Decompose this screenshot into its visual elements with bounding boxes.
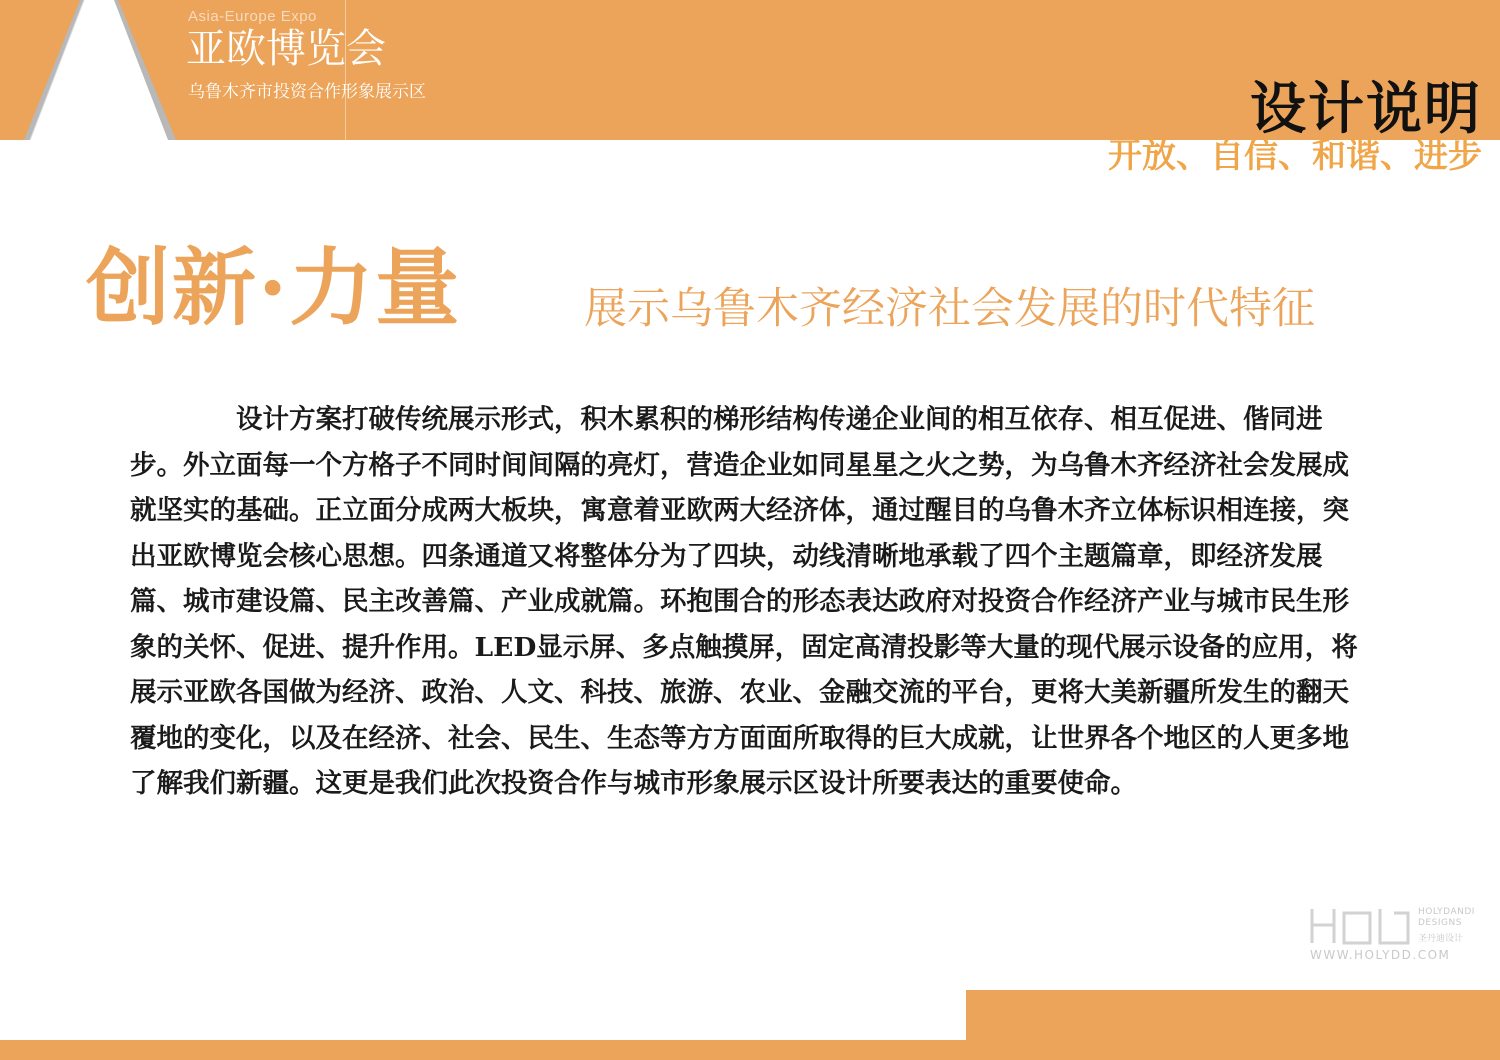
section-subtitle: 开放、自信、和谐、进步 (1108, 136, 1482, 176)
expo-name-en: Asia-Europe Expo (188, 8, 317, 25)
brand-watermark (1310, 905, 1490, 965)
brand-name-cn: 圣丹迪设计 (1418, 934, 1464, 944)
footer-accent-block (966, 990, 1500, 1040)
description-paragraph: 设计方案打破传统展示形式，积木累积的梯形结构传递企业间的相互依存、相互促进、偕同进步。外立面每一个方格子不同时间间隔的亮灯，营造企业如同星星之火之势，为乌鲁木齐经济社会发展成就坚实的基础。正立面分成两大板块，寓意着亚欧两大经济体，通过醒目的乌鲁木齐立体标识相连接，突出亚欧博览会核心思想。四条通道又将整体分为了四块，动线清晰地承载了四个主题篇章，即经济发展篇、城市建设篇、民主改善篇、产业成就篇。环抱围合的形态表达政府对投资合作经济产业与城市民生形象的关怀、促进、提升作用。LED显示屏、多点触摸屏，固定高清投影等大量的现代展示设备的应用，将展示亚欧各国做为经济、政治、人文、科技、旅游、农业、金融交流的平台，更将大美新疆所发生的翻天覆地的变化，以及在经济、社会、民生、生态等方方面面所取得的巨大成就，让世界各个地区的人更多地了解我们新疆。这更是我们此次投资合作与城市形象展示区设计所要表达的重要使命。 (130, 404, 1358, 799)
headline-title: 创新·力量 (86, 238, 462, 337)
footer-band (0, 1040, 1500, 1060)
brand-name-line1: HOLYDANDI (1418, 907, 1475, 917)
expo-subtitle: 乌鲁木齐市投资合作形象展示区 (188, 82, 426, 102)
brand-name-line2: DESIGNS (1418, 918, 1462, 928)
expo-name-cn: 亚欧博览会 (186, 26, 386, 72)
section-title: 设计说明 (1250, 76, 1482, 142)
brand-url: WWW.HOLYDD.COM (1310, 948, 1451, 962)
brand-logo-icon (1310, 905, 1410, 947)
expo-logo-triangle (0, 0, 200, 140)
headline-subtitle: 展示乌鲁木齐经济社会发展的时代特征 (584, 284, 1315, 334)
brand-name (1418, 907, 1475, 929)
